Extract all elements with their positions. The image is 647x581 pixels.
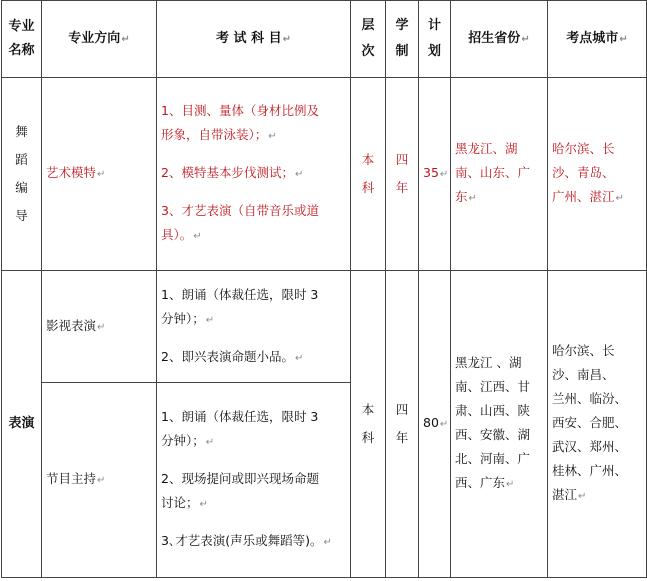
duration-cell: 四 年	[386, 78, 419, 271]
subject-item: 1、朗诵（体裁任选，限时 3	[161, 409, 319, 424]
admissions-table	[1, 0, 647, 578]
table-row	[2, 78, 647, 271]
direction-cell: 艺术模特↵	[42, 78, 157, 271]
subject-item: 3、才艺表演（自带音乐或道	[161, 203, 319, 218]
cities-cell: 哈尔滨、长 沙、南昌、 兰州、临汾、 西安、合肥、 武汉、郑州、 桂林、广州、 湛江↵	[548, 271, 647, 578]
subject-item: 3､才艺表演(声乐或舞蹈等)。↵	[161, 533, 332, 548]
subject-item: 2、模特基本步伐测试；↵	[161, 165, 304, 180]
header-duration: 学 制	[386, 1, 419, 78]
subjects-cell: 1、目测、量体（身材比例及 形象，自带泳装）；↵ 2、模特基本步伐测试；↵ 3、才艺表演（自带音乐或道 具）。↵	[157, 78, 351, 271]
header-plan: 计 划	[419, 1, 451, 78]
major-name-cell: 舞 蹈 编 导	[2, 78, 42, 271]
provinces-cell: 黑龙江、湖 南、山东、广 东↵	[451, 78, 548, 271]
provinces-cell: 黑龙江 、湖 南、江西、甘 肃、山西、陕 西、安徽、湖 北、河南、广 西、广东↵	[451, 271, 548, 578]
subjects-cell: 1、朗诵（体裁任选，限时 3 分钟）；↵ 2、现场提问或即兴现场命题 讨论；↵ 3､才艺表演(声乐或舞蹈等)。↵	[157, 383, 351, 578]
header-direction: 专业方向↵	[42, 1, 157, 78]
cities-cell: 哈尔滨、长 沙、青岛、 广州、湛江↵	[548, 78, 647, 271]
subject-item: 1、目测、量体（身材比例及	[161, 103, 319, 118]
level-cell: 本 科	[351, 78, 386, 271]
header-subjects: 考 试 科 目↵	[157, 1, 351, 78]
header-provinces: 招生省份↵	[451, 1, 548, 78]
header-cities: 考点城市↵	[548, 1, 647, 78]
subject-item: 1、朗诵（体裁任选，限时 3	[161, 286, 319, 302]
header-level: 层 次	[351, 1, 386, 78]
header-row	[2, 1, 647, 78]
subject-item: 2、即兴表演命题小品。↵	[161, 348, 304, 364]
plan-cell: 35↵	[419, 78, 451, 271]
duration-cell: 四 年	[386, 271, 419, 578]
direction-cell: 节目主持↵	[42, 383, 157, 578]
plan-cell: 80↵	[419, 271, 451, 578]
subjects-cell: 1、朗诵（体裁任选，限时 3 分钟）；↵ 2、即兴表演命题小品。↵	[157, 271, 351, 383]
header-major: 专业 名称	[2, 1, 42, 78]
table-row	[2, 271, 647, 383]
direction-cell: 影视表演↵	[42, 271, 157, 383]
major-name-cell: 表演	[2, 271, 42, 578]
subject-item: 2、现场提问或即兴现场命题	[161, 471, 319, 486]
level-cell: 本 科	[351, 271, 386, 578]
